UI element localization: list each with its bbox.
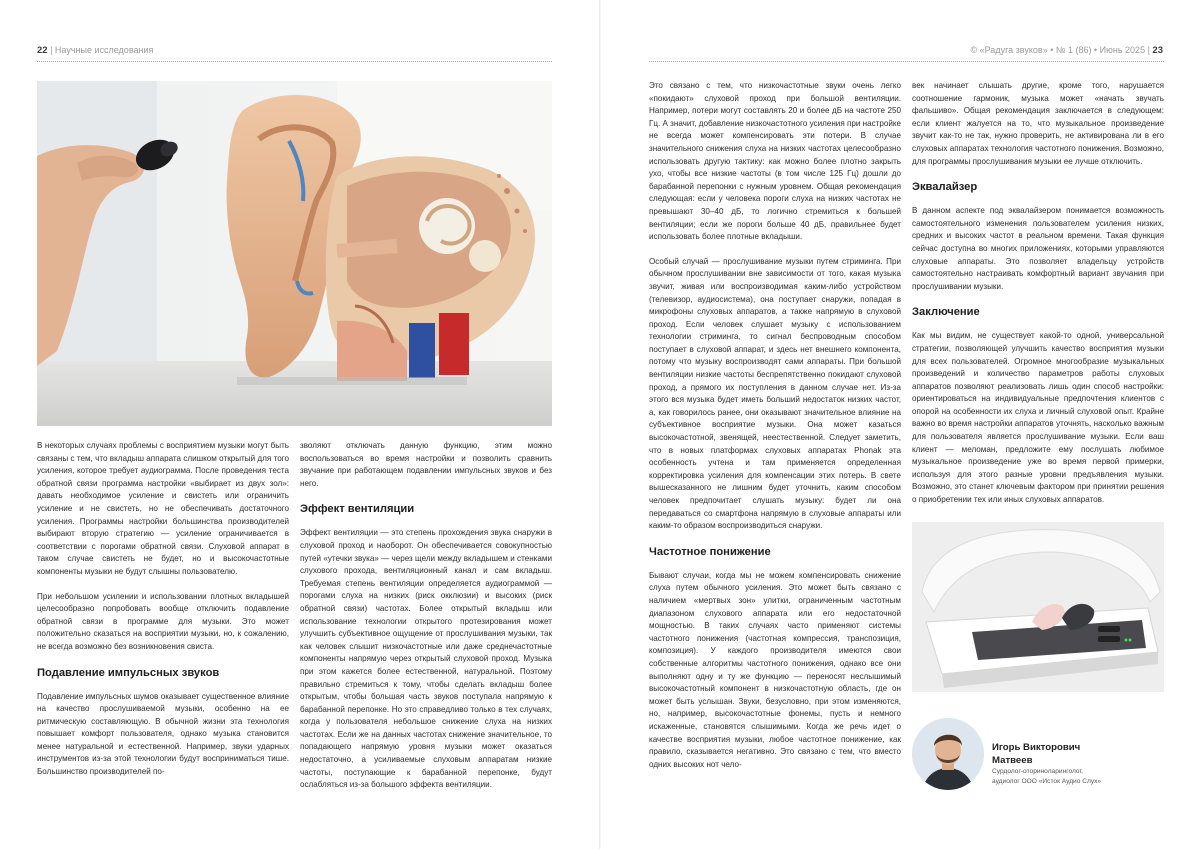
header-rule-left (37, 61, 552, 62)
ear-model-photo (37, 81, 552, 426)
ear-model-illustration (37, 81, 552, 426)
section-heading: Эффект вентиляции (300, 503, 415, 516)
page-number-left: 22 (37, 45, 48, 56)
section-heading: Эквалайзер (912, 181, 978, 194)
hearing-aid-case-illustration (912, 522, 1164, 692)
running-header-right (970, 45, 1163, 56)
right-column-2 (912, 80, 1164, 519)
author-avatar (912, 718, 984, 790)
section-heading: Подавление импульсных звуков (37, 666, 220, 679)
hearing-aid-case-photo (912, 522, 1164, 692)
header-rule-right (649, 61, 1164, 62)
publication-info: © «Радуга звуков» • № 1 (86) • Июнь 2025 | (970, 45, 1150, 55)
right-column-1 (649, 80, 901, 783)
author-portrait (912, 718, 984, 790)
section-heading: Заключение (912, 306, 980, 319)
author-role-line: Сурдолог-оториноларинголог, (992, 768, 1084, 775)
left-column-2 (300, 440, 552, 804)
paragraph: Бывают случаи, когда мы не можем компенсировать снижение слуха путем обычного усиления. Это может быть связано с наличием «мертвых зон» улитки, ограниченным частотным диапазоном слухового аппарата или его недостаточной мощностью. В таких случаях часто применяют системы частотного понижения (частотная компрессия, транспозиция, композиция). У каждого производителя имеются свои собственные алгоритмы частотного понижения, однако все они выполняют одну и ту же функцию — переносят неслышимый высокочастотный компонент в низкочастотную область, где он может быть услышан. Звуки, безусловно, при этом изменяются, но, например, высокочастотные фонемы, пусть и немного искаженные, становятся слышимыми. Когда же речь идет о качестве восприятия музыки, любое частотное понижение, как правило, сказывается негативно. Это связано с тем, что вместо одних высоких нот чело- (649, 570, 901, 769)
paragraph: В данном аспекте под эквалайзером понимается возможность самостоятельного изменения пользователем усиления низких, средних и высоких частот в реальном времени. Такая функция сейчас доступна во многих приложениях, которыми управляются слуховые аппараты. Это позволяет владельцу устройств самостоятельно настраивать комфортный вариант звучания при прослушивании музыки. (912, 206, 1164, 291)
author-role-line: аудиолог ООО «Исток Аудио Слух» (992, 777, 1102, 785)
paragraph: Это связано с тем, что низкочастотные звуки очень легко «покидают» слуховой проход при большой вентиляции. Например, потери могут составлять 20 и более дБ на частоте 250 Гц. А значит, добавление низкочастотного усиления при настройке не всегда может компенсировать эти потери. В случае значительного снижения слуха на низких частотах целесообразно использовать другую тактику: как можно более плотно закрыть ухо, чтобы все низкие частоты (в том числе 125 Гц) дошли до барабанной перепонки с нужным уровнем. Общая рекомендация следующая: если у человека пороги слуха на низких частотах не превышают 30–40 дБ, то логично стремиться к большей вентиляции; если же пороги больше 40 дБ, правильнее будет использовать более плотные вкладыши. (649, 81, 901, 242)
left-column-1 (37, 440, 289, 791)
paragraph: Подавление импульсных шумов оказывает существенное влияние на качество прослушиваемой музыки, особенно на ее ритмическую составляющую. В обычной жизни эта технология повышает комфорт пользователя, однако музыка становится менее натуральной и естественной. Например, звуки ударных инструментов из-за этой технологии будут восприниматься тише. Большинство производителей по- (37, 691, 289, 777)
paragraph: В некоторых случаях проблемы с восприятием музыки могут быть связаны с тем, что вкладыш аппарата слишком открытый для того усиления, которое требует аудиограмма. После проведения теста обратной связи программа настройки «выбирает из двух зол»: давать необходимое усиление и свистеть или ограничить усиление и не свистеть, но не обеспечивать достаточного усиления. Программы настройки большинства производителей выбирают вторую стратегию — усиление ограничивается в соответствии с порогами обратной связи. Слуховой аппарат в таком случае свистеть не будет, но и высокочастотные компоненты музыки не будут слышны пользователю. (37, 441, 289, 576)
paragraph: При небольшом усилении и использовании плотных вкладышей целесообразно попробовать вообще отключить подавление обратной связи в программе для музыки. Это может положительно сказаться на восприятии музыки, но, к сожалению, не всегда возможно без возникновения свиста. (37, 591, 289, 651)
paragraph: Эффект вентиляции — это степень прохождения звука снаружи в слуховой проход и наоборот. Он обеспечивается совокупностью путей «утечки звука» — через щели между вкладышем и стенками слухового прохода, вентиляционный канал и сам вкладыш. Требуемая степень вентиляции определяется аудиограммой — порогами слуха на низких (риск окклюзии) и высоких (риск обратной связи) частотах. Более открытый вкладыш или использование технологии открытого протезирования может улучшить субъективное ощущение от прослушивания музыки, так как человек слышит низкочастотные или даже среднечастотные компоненты напрямую через открытый слуховой проход. Музыка при этом кажется более естественной, натуральной. Поэтому правильно стремиться к тому, чтобы сделать вкладыш более открытым, чтобы большая часть звуков поступала напрямую к барабанной перепонке. Но это справедливо только в тех случаях, когда у пользователя небольшое снижение слуха на низких частотах. Если же на данных частотах снижение значительное, то попадающего напрямую уровня музыки может оказаться недостаточно, а усиливаемые слуховым аппаратам низкие частоты, поступающие к барабанной перепонке, будут ослабляться из-за большого эффекта вентиляции. (300, 528, 552, 790)
page-number-right: 23 (1152, 45, 1163, 56)
running-header-left (37, 45, 153, 56)
paragraph: век начинает слышать другие, кроме того, нарушается соотношение гармоник, музыка может «начать звучать фальшиво». Общая рекомендация заключается в следующем: если клиент жалуется на то, что музыкальное произведение звучит как-то не так, нужно проверить, не активирована ли в его слуховых аппаратах технология частотного понижения. Возможно, для программы прослушивания музыки ее лучше отключить. (912, 81, 1164, 166)
paragraph: Как мы видим, не существует какой-то одной, универсальной стратегии, позволяющей улучшить качество восприятия музыки для всех пользователей. Огромное многообразие музыкальных произведений и количество параметров работы слуховых аппаратов позволяют реализовать лишь один способ настройки: ориентироваться на индивидуальные предпочтения клиентов с опорой на особенности их слуха и личный слуховой опыт. Крайне важно во время настройки аппаратов уточнять, насколько важным для пользователя является прослушивание музыки. Если ваш клиент — меломан, предложите ему послушать любимое музыкальное произведение уже во время первой примерки, используя для этого разные уровни предъявления музыки. Возможно, это станет ключевым фактором при принятии решения о приобретении тех или иных слуховых аппаратов. (912, 331, 1164, 505)
section-heading: Частотное понижение (649, 545, 771, 558)
paragraph: Особый случай — прослушивание музыки путем стриминга. При обычном прослушивании вне зависимости от того, какая музыка звучит, живая или воспроизводимая каким-либо устройством (телевизор, аудиосистема), она поступает снаружи, попадая в микрофоны слуховых аппаратов, а также напрямую в слуховой проход. Если человек слушает музыку с использованием технологии стриминга, то сигнал беспроводным способом поступает в слуховой аппарат, и здесь нет внешнего компонента, потому что музыку воспроизводят сами аппараты. При большой вентиляции низкие частоты беспрепятственно покидают слуховой проход, а прямого их поступления в данном случае нет. Из-за этого вся музыка будет иметь больший недостаток низких частот, а, как говорилось ранее, они оказывают значительное влияние на субъективное восприятие музыки. Она может казаться высокочастотной, звенящей, неестественной. Следует заметить, что в новых платформах слуховых аппаратах Phonak эта особенность учтена и там применяется определенная корректировка усиления для компенсации этих потерь. В свете вышесказанного не лишним будет уточнить, каким способом человек предпочитает слушать музыку: будет ли она передаваться со смартфона напрямую в слуховые аппараты или каким-то образом воспроизводиться снаружи. (649, 256, 901, 531)
author-role (992, 767, 1164, 786)
paragraph: зволяют отключать данную функцию, этим можно воспользоваться во время настройки и позволить сравнить звучание при работающем подавлении импульсных звуков и без него. (300, 441, 552, 488)
author-last-name: Матвеев (992, 754, 1033, 766)
author-first-name: Игорь Викторович (992, 742, 1081, 753)
author-name (992, 742, 1164, 767)
section-name: | Научные исследования (50, 45, 154, 55)
page-gutter (599, 0, 601, 849)
